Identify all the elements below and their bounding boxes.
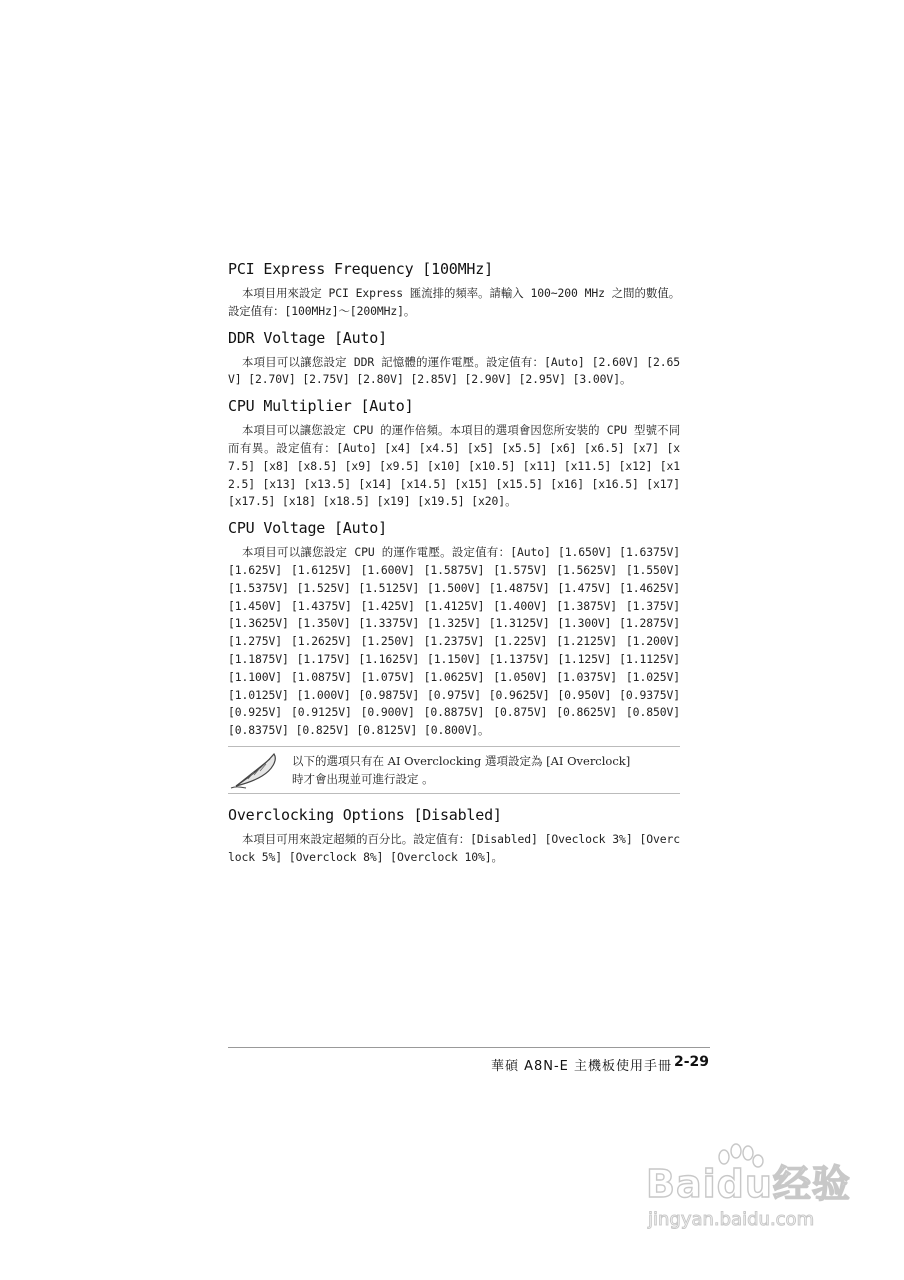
footer-page-number: 2-29 [674, 1054, 710, 1070]
section-overclocking-options [228, 804, 680, 867]
watermark-url: jingyan.baidu.com [648, 1209, 815, 1230]
section-body: 本項目可以讓您設定 CPU 的運作倍頻。本項目的選項會因您所安裝的 CPU 型號不同而有異。設定值有：[Auto] [x4] [x4.5] [x5] [x5.5] [x6] [x6.5] [x7] [x7.5] [x8] [x8.5] [x9] [x9.5] [x10] [x10.5] [x11] [x11.5] [x12] [x12.5] [x13] [x13.5] [x14] [x14.5] [x15] [x15.5] [x16] [x16.5] [x17] [x17.5] [x18] [x18.5] [x19] [x19.5] [x20]。 [228, 423, 680, 509]
section-body: 本項目可用來設定超頻的百分比。設定值有：[Disabled] [Oveclock 3%] [Overclock 5%] [Overclock 8%] [Overclock 10%]。 [228, 831, 680, 864]
section-cpu-multiplier [228, 395, 680, 511]
section-pci-express-frequency [228, 258, 680, 321]
section-cpu-voltage [228, 517, 680, 740]
section-heading: CPU Multiplier [Auto] [228, 397, 414, 416]
section-body: 本項目可以讓您設定 CPU 的運作電壓。設定值有：[Auto] [1.650V] [1.6375V] [1.625V] [1.6125V] [1.600V] [1.5875V] [1.575V] [1.5625V] [1.550V] [1.5375V] [1.525V] [1.5125V] [1.500V] [1.4875V] [1.475V] [1.4625V] [1.450V] [1.4375V] [1.425V] [1.4125V] [1.400V] [1.3875V] [1.375V] [1.3625V] [1.350V] [1.3375V] [1.325V] [1.3125V] [1.300V] [1.2875V] [1.275V] [1.2625V] [1.250V] [1.2375V] [1.225V] [1.2125V] [1.200V] [1.1875V] [1.175V] [1.1625V] [1.150V] [1.1375V] [1.125V] [1.1125V] [1.100V] [1.0875V] [1.075V] [1.0625V] [1.050V] [1.0375V] [1.025V] [1.0125V] [1.000V] [0.9875V] [0.975V] [0.9625V] [0.950V] [0.9375V] [0.925V] [0.9125V] [0.900V] [0.8875V] [0.875V] [0.8625V] [0.850V] [0.8375V] [0.825V] [0.8125V] [0.800V]。 [228, 545, 680, 738]
section-ddr-voltage [228, 327, 680, 390]
section-body: 本項目用來設定 PCI Express 匯流排的頻率。請輸入 100~200 MHz 之間的數值。設定值有：[100MHz]～[200MHz]。 [228, 286, 680, 318]
section-heading: DDR Voltage [Auto] [228, 328, 387, 347]
section-body: 本項目可以讓您設定 DDR 記憶體的運作電壓。設定值有：[Auto] [2.60V] [2.65V] [2.70V] [2.75V] [2.80V] [2.85V] [2.90V] [2.95V] [3.00V]。 [228, 354, 680, 387]
note-text [292, 752, 630, 788]
baidu-jingyan-watermark [640, 1145, 860, 1245]
section-heading: Overclocking Options [Disabled] [228, 805, 502, 824]
note-line: 時才會出現並可進行設定 。 [292, 771, 434, 786]
manual-page-content [228, 258, 680, 873]
footer-divider [228, 1047, 710, 1048]
note-box [228, 746, 680, 794]
note-line: 以下的選項只有在 AI Overclocking 選項設定為 [AI Overclock] [292, 753, 631, 768]
section-heading: PCI Express Frequency [100MHz] [228, 260, 493, 278]
watermark-logo-text: Baidu经验 [646, 1162, 851, 1206]
section-heading: CPU Voltage [Auto] [228, 519, 387, 538]
feather-pen-icon [228, 750, 286, 790]
footer-manual-title: 華碩 A8N-E 主機板使用手冊 [490, 1059, 672, 1074]
